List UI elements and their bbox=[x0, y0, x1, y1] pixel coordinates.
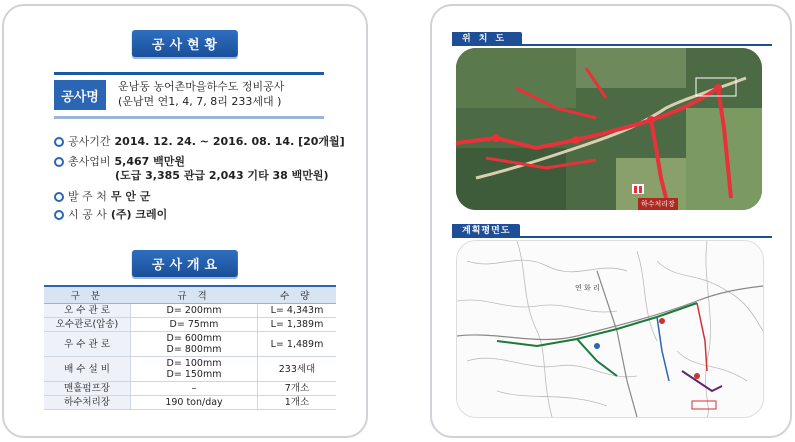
location-map-tag: 위치도 bbox=[452, 32, 522, 46]
plan-map-image bbox=[457, 241, 763, 417]
cell-quantity: 7개소 bbox=[258, 382, 337, 396]
cost-detail: (도급 3,385 관급 2,043 기타 38 백만원) bbox=[115, 169, 329, 182]
cell-category: 우 수 관 로 bbox=[44, 332, 131, 357]
project-name-line2: (운남면 연1, 4, 7, 8리 233세대 ) bbox=[118, 95, 282, 108]
bullet-icon bbox=[54, 210, 64, 220]
spec-table bbox=[44, 285, 336, 410]
satellite-location-map bbox=[456, 48, 762, 210]
treatment-plant-label: 하수처리장 bbox=[638, 198, 678, 210]
divider bbox=[54, 116, 324, 119]
header-category: 구 분 bbox=[44, 286, 131, 304]
section-title-status: 공사현황 bbox=[132, 30, 238, 57]
cell-spec: 190 ton/day bbox=[131, 396, 258, 410]
header-spec: 규 격 bbox=[131, 286, 258, 304]
bullet-icon bbox=[54, 157, 64, 167]
cell-spec: – bbox=[131, 382, 258, 396]
cell-quantity: L= 1,389m bbox=[258, 318, 337, 332]
bullet-icon bbox=[54, 137, 64, 147]
cost-value: 5,467 백만원 bbox=[114, 155, 186, 168]
cost-label: 총사업비 bbox=[68, 155, 111, 168]
bullet-icon bbox=[54, 192, 64, 202]
project-name-value bbox=[118, 79, 284, 109]
plan-map-tag: 계획평면도 bbox=[452, 224, 520, 238]
period-value: 2014. 12. 24. ~ 2016. 08. 14. [20개월] bbox=[114, 135, 345, 148]
project-name-line1: 운남동 농어촌마을하수도 정비공사 bbox=[118, 80, 285, 93]
project-status-panel bbox=[2, 4, 368, 438]
table-row bbox=[44, 304, 336, 318]
client-value: 무 안 군 bbox=[110, 190, 151, 203]
table-row bbox=[44, 318, 336, 332]
table-row bbox=[44, 332, 336, 357]
period-label: 공사기간 bbox=[68, 135, 111, 148]
cell-spec: D= 600mm D= 800mm bbox=[131, 332, 258, 357]
contractor-row bbox=[54, 206, 167, 222]
table-row bbox=[44, 357, 336, 382]
plan-layout-map bbox=[456, 240, 764, 418]
cell-quantity: 1개소 bbox=[258, 396, 337, 410]
cell-category: 배 수 설 비 bbox=[44, 357, 131, 382]
cell-category: 오수관로(압송) bbox=[44, 318, 131, 332]
divider bbox=[452, 236, 772, 238]
cell-category: 오 수 관 로 bbox=[44, 304, 131, 318]
cell-quantity: L= 1,489m bbox=[258, 332, 337, 357]
divider bbox=[54, 72, 324, 75]
cell-quantity: L= 4,343m bbox=[258, 304, 337, 318]
cell-category: 맨홀펌프장 bbox=[44, 382, 131, 396]
table-row bbox=[44, 382, 336, 396]
contractor-label: 시 공 사 bbox=[68, 208, 107, 221]
map-panel bbox=[430, 4, 792, 438]
project-name-label: 공사명 bbox=[54, 80, 106, 110]
cell-category: 하수처리장 bbox=[44, 396, 131, 410]
cell-spec: D= 100mm D= 150mm bbox=[131, 357, 258, 382]
cell-spec: D= 75mm bbox=[131, 318, 258, 332]
project-name-box bbox=[54, 72, 322, 116]
period-row bbox=[54, 133, 345, 149]
client-row bbox=[54, 188, 150, 204]
place-label: 연 화 리 bbox=[575, 284, 600, 292]
divider bbox=[452, 44, 772, 46]
table-row bbox=[44, 396, 336, 410]
table-header-row bbox=[44, 286, 336, 304]
section-title-overview: 공사개요 bbox=[132, 250, 238, 277]
cell-spec: D= 200mm bbox=[131, 304, 258, 318]
contractor-value: (주) 크레이 bbox=[110, 208, 168, 221]
satellite-map-image bbox=[456, 48, 762, 210]
cell-quantity: 233세대 bbox=[258, 357, 337, 382]
header-quantity: 수 량 bbox=[258, 286, 337, 304]
client-label: 발 주 처 bbox=[68, 190, 107, 203]
